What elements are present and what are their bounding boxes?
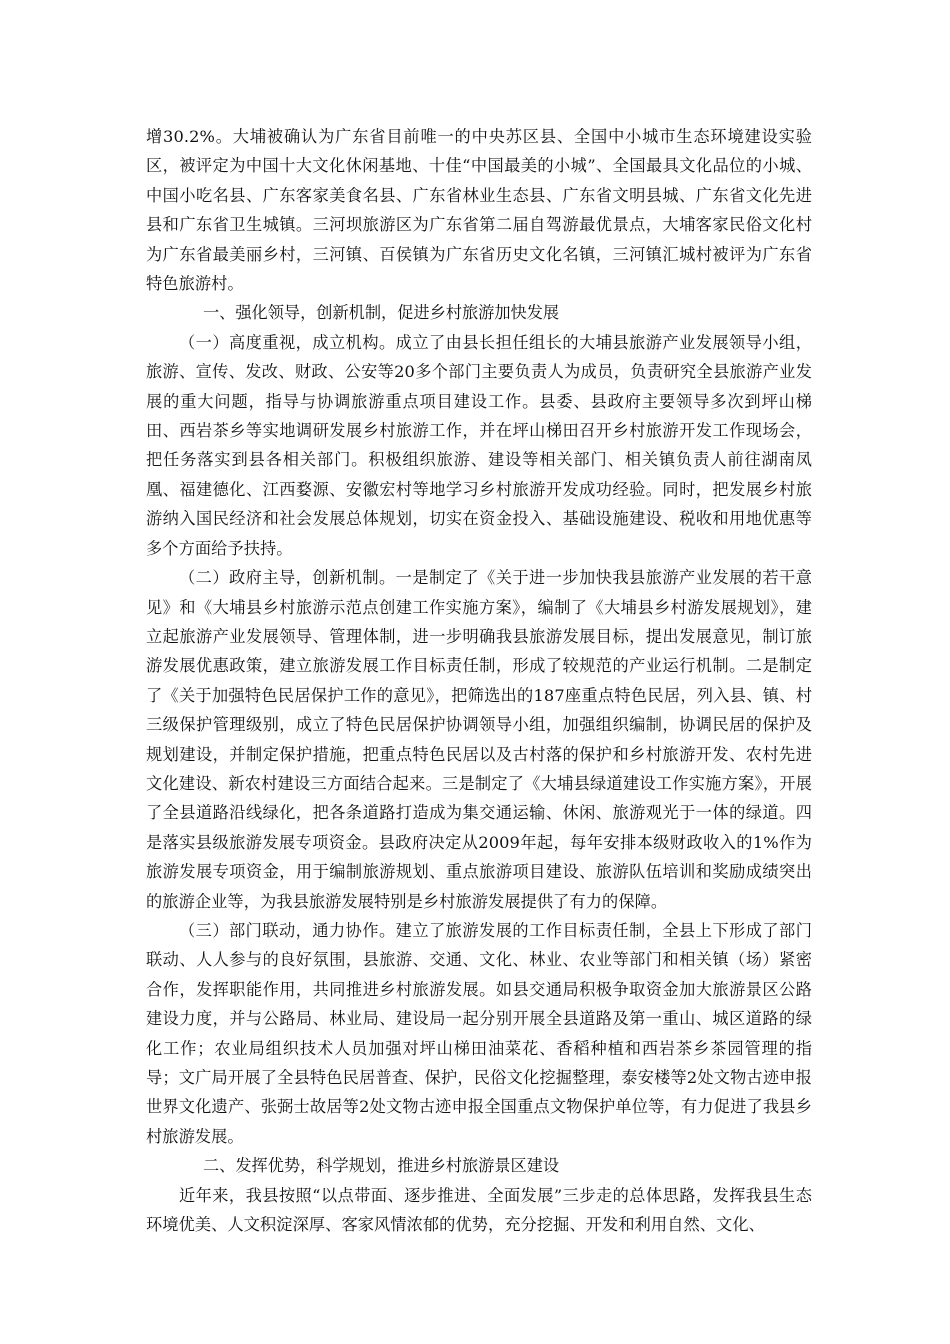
section-heading-1: 一、强化领导，创新机制，促进乡村旅游加快发展	[203, 303, 560, 323]
section-heading-2: 二、发挥优势，科学规划，推进乡村旅游景区建设	[203, 1156, 560, 1176]
paragraph-sub-1: （一）高度重视，成立机构。成立了由县长担任组长的大埔县旅游产业发展领导小组，旅游、宣传、发改、财政、公安等20多个部门主要负责人为成员，负责研究全县旅游产业发展的重大问题，指导与协调旅游重点项目建设工作。县委、县政府主要领导多次到坪山梯田、西岩茶乡等实地调研发展乡村旅游工作，并在坪山梯田召开乡村旅游开发工作现场会，把任务落实到县各相关部门。积极组织旅游、建设等相关部门、相关镇负责人前往湖南凤凰、福建德化、江西婺源、安徽宏村等地学习乡村旅游开发成功经验。同时，把发展乡村旅游纳入国民经济和社会发展总体规划，切实在资金投入、基础设施建设、税收和用地优惠等多个方面给予扶持。	[146, 332, 812, 558]
paragraph-sub-3: （三）部门联动，通力协作。建立了旅游发展的工作目标责任制，全县上下形成了部门联动、人人参与的良好氛围，县旅游、交通、文化、林业、农业等部门和相关镇（场）紧密合作，发挥职能作用，共同推进乡村旅游发展。如县交通局积极争取资金加大旅游景区公路建设力度，并与公路局、林业局、建设局一起分别开展全县道路及第一重山、城区道路的绿化工作；农业局组织技术人员加强对坪山梯田油菜花、香稻种植和西岩茶乡茶园管理的指导；文广局开展了全县特色民居普查、保护，民俗文化挖掘整理，泰安楼等2处文物古迹申报世界文化遗产、张弼士故居等2处文物古迹申报全国重点文物保护单位等，有力促进了我县乡村旅游发展。	[146, 920, 812, 1146]
paragraph-sub-2: （二）政府主导，创新机制。一是制定了《关于进一步加快我县旅游产业发展的若干意见》和《大埔县乡村旅游示范点创建工作实施方案》，编制了《大埔县乡村游发展规划》，建立起旅游产业发展领导、管理体制，进一步明确我县旅游发展目标，提出发展意见，制订旅游发展优惠政策，建立旅游发展工作目标责任制，形成了较规范的产业运行机制。二是制定了《关于加强特色民居保护工作的意见》，把筛选出的187座重点特色民居，列入县、镇、村三级保护管理级别，成立了特色民居保护协调领导小组，加强组织编制，协调民居的保护及规划建设，并制定保护措施，把重点特色民居以及古村落的保护和乡村旅游开发、农村先进文化建设、新农村建设三方面结合起来。三是制定了《大埔县绿道建设工作实施方案》，开展了全县道路沿线绿化，把各条道路打造成为集交通运输、休闲、旅游观光于一体的绿道。四是落实县级旅游发展专项资金。县政府决定从2009年起，每年安排本级财政收入的1%作为旅游发展专项资金，用于编制旅游规划、重点旅游项目建设、旅游队伍培训和奖励成绩突出的旅游企业等，为我县旅游发展特别是乡村旅游发展提供了有力的保障。	[146, 568, 812, 911]
paragraph-intro: 增30.2%。大埔被确认为广东省目前唯一的中央苏区县、全国中小城市生态环境建设实验区，被评定为中国十大文化休闲基地、十佳“中国最美的小城”、全国最具文化品位的小城、中国小吃名县、广东客家美食名县、广东省林业生态县、广东省文明县城、广东省文化先进县和广东省卫生城镇。三河坝旅游区为广东省第二届自驾游最优景点，大埔客家民俗文化村为广东省最美丽乡村，三河镇、百侯镇为广东省历史文化名镇，三河镇汇城村被评为广东省特色旅游村。	[146, 127, 812, 294]
paragraph-section-2-intro: 近年来，我县按照“以点带面、逐步推进、全面发展”三步走的总体思路，发挥我县生态环境优美、人文积淀深厚、客家风情浓郁的优势，充分挖掘、开发和利用自然、文化、	[146, 1185, 812, 1235]
document-body	[146, 122, 812, 1239]
